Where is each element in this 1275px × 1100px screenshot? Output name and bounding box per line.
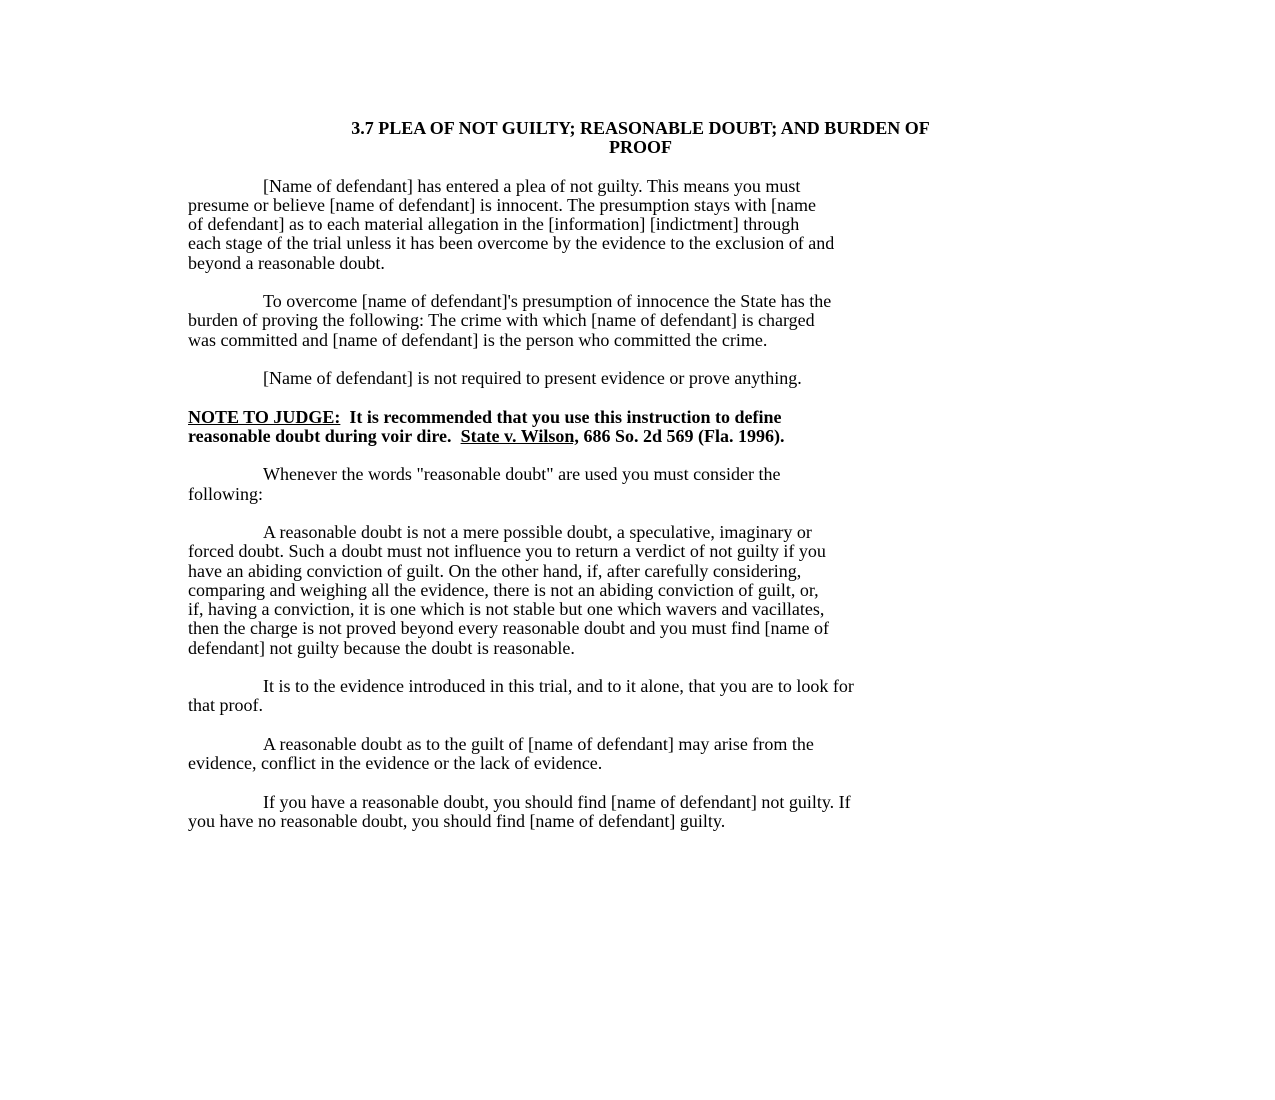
text-line: It is to the evidence introduced in this trial, and to it alone, that you are to look for <box>263 676 854 697</box>
text-line: defendant] not guilty because the doubt is reasonable. <box>188 637 575 658</box>
text-line: you have no reasonable doubt, you should find [name of defendant] guilty. <box>188 810 726 831</box>
title-line-1: 3.7 PLEA OF NOT GUILTY; REASONABLE DOUBT; AND BURDEN OF <box>351 118 930 138</box>
text-line: following: <box>188 483 263 504</box>
text-line: [Name of defendant] has entered a plea of not guilty. This means you must <box>263 175 801 196</box>
note-line-2 <box>188 427 1093 446</box>
case-citation: 686 So. 2d 569 (Fla. 1996). <box>578 425 785 446</box>
text-line: if, having a conviction, it is one which is not stable but one which wavers and vacillates, <box>188 599 825 620</box>
paragraph-evidence-source <box>188 677 1093 716</box>
note-label: NOTE TO JUDGE: <box>188 406 341 427</box>
note-text: reasonable doubt during voir dire. <box>188 425 461 446</box>
text-line: of defendant] as to each material allegation in the [information] [indictment] through <box>188 214 800 235</box>
document-page <box>188 119 1093 850</box>
paragraph-doubt-origin <box>188 735 1093 774</box>
paragraph-reasonable-doubt-intro <box>188 465 1093 504</box>
page-title <box>188 119 1093 158</box>
text-line: [Name of defendant] is not required to present evidence or prove anything. <box>263 368 802 389</box>
text-line: To overcome [name of defendant]'s presumption of innocence the State has the <box>263 291 832 312</box>
title-line-2: PROOF <box>609 137 672 158</box>
text-line: comparing and weighing all the evidence, there is not an abiding conviction of guilt, or, <box>188 579 819 600</box>
text-line: forced doubt. Such a doubt must not influence you to return a verdict of not guilty if you <box>188 541 826 562</box>
text-line: that proof. <box>188 695 263 716</box>
note-to-judge <box>188 408 1093 447</box>
text-line: A reasonable doubt is not a mere possible doubt, a speculative, imaginary or <box>263 522 812 543</box>
paragraph-no-evidence-required <box>188 369 1093 388</box>
paragraph-presumption <box>188 177 1093 273</box>
text-line: then the charge is not proved beyond every reasonable doubt and you must find [name of <box>188 618 829 639</box>
text-line: If you have a reasonable doubt, you should find [name of defendant] not guilty. If <box>263 791 851 812</box>
text-line: burden of proving the following: The crime with which [name of defendant] is charged <box>188 310 815 331</box>
case-citation-name: State v. Wilson, <box>460 425 579 446</box>
paragraph-verdict <box>188 793 1093 832</box>
text-line: have an abiding conviction of guilt. On the other hand, if, after carefully considering, <box>188 560 802 581</box>
text-line: beyond a reasonable doubt. <box>188 252 385 273</box>
text-line: evidence, conflict in the evidence or the lack of evidence. <box>188 753 603 774</box>
text-line: A reasonable doubt as to the guilt of [name of defendant] may arise from the <box>263 733 814 754</box>
text-line: each stage of the trial unless it has been overcome by the evidence to the exclusion of and <box>188 233 835 254</box>
text-line: was committed and [name of defendant] is the person who committed the crime. <box>188 329 768 350</box>
text-line: Whenever the words "reasonable doubt" are used you must consider the <box>263 464 781 485</box>
paragraph-reasonable-doubt-definition <box>188 523 1093 658</box>
text-line: presume or believe [name of defendant] is innocent. The presumption stays with [name <box>188 194 816 215</box>
note-line-1 <box>188 408 1093 427</box>
note-text: It is recommended that you use this instruction to define <box>340 406 782 427</box>
paragraph-burden <box>188 292 1093 350</box>
